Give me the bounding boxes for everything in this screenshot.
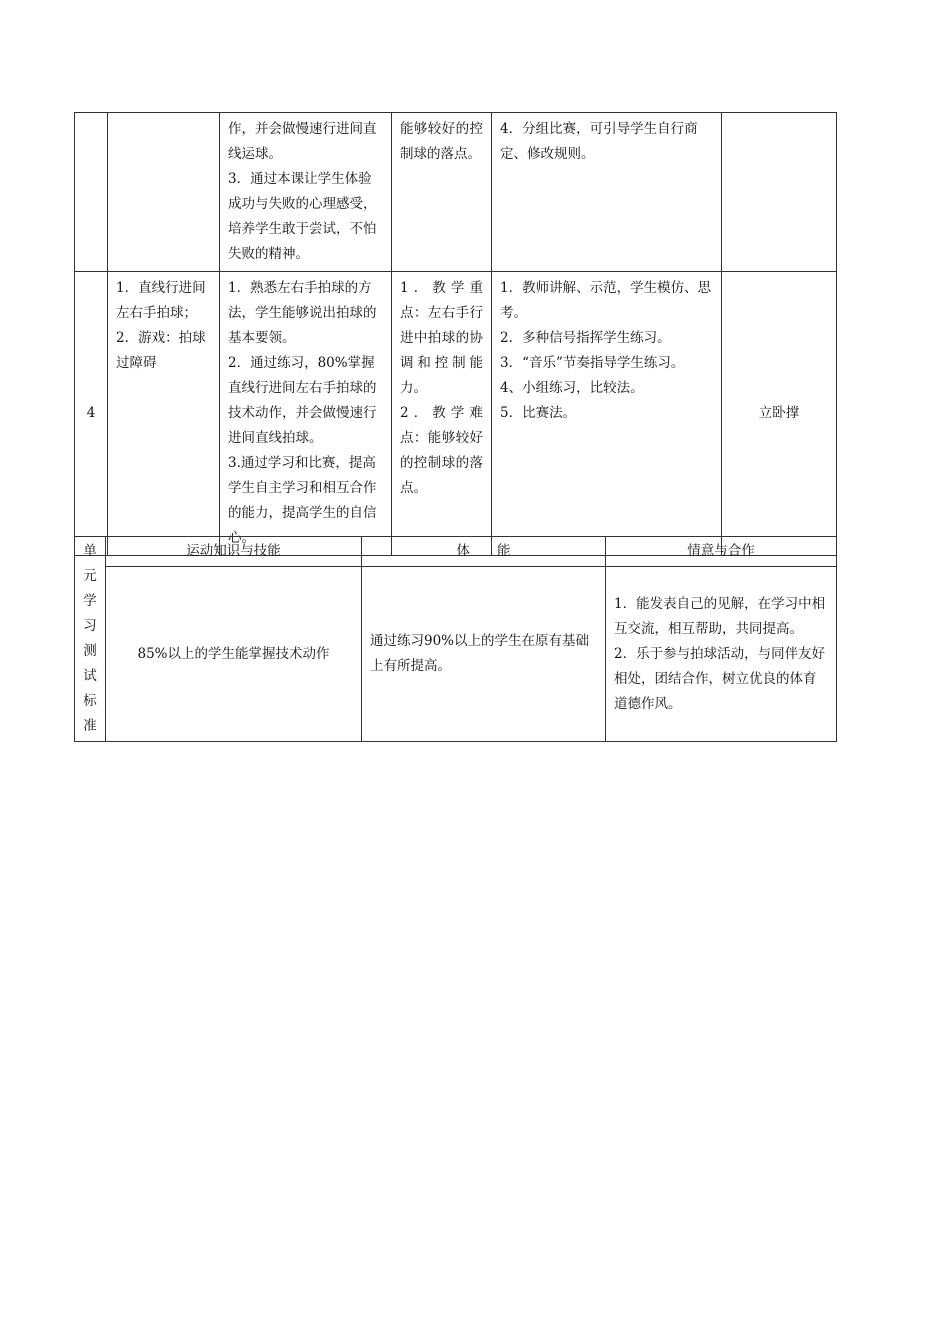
lesson-number: 4 — [75, 272, 108, 556]
lesson-key-points — [392, 113, 492, 272]
assessment-table — [74, 536, 837, 742]
lesson-remark: 立卧撑 — [722, 272, 837, 556]
lesson-number — [75, 113, 108, 272]
goal-text: 3.通过学习和比赛，提高学生自主学习和相互合作的能力，提高学生的自信心。 — [228, 455, 377, 546]
lesson-methods — [492, 272, 722, 556]
key-point-text: 能够较好的控制球的落点。 — [400, 121, 483, 162]
attitude-text: 2．乐于参与拍球活动，与同伴友好相处，团结合作，树立优良的体育道德作风。 — [614, 645, 826, 712]
header-attitude: 情意与合作 — [606, 537, 837, 567]
method-text: 4．分组比赛，可引导学生自行商定、修改规则。 — [500, 121, 698, 162]
lesson-remark — [722, 113, 837, 272]
attitude-criteria — [606, 567, 837, 742]
lesson-content — [108, 272, 220, 556]
method-text: 5．比赛法。 — [500, 405, 577, 421]
method-text: 3．“音乐”节奏指导学生练习。 — [500, 355, 685, 371]
content-text: 1．直线行进间左右手拍球； — [116, 280, 206, 321]
lesson-goals — [220, 113, 392, 272]
table-row — [75, 113, 837, 272]
fitness-criteria — [362, 567, 606, 742]
attitude-text: 1．能发表自己的见解，在学习中相互交流，相互帮助，共同提高。 — [614, 595, 826, 637]
fitness-text: 通过练习90%以上的学生在原有基础上有所提高。 — [370, 633, 590, 675]
goal-text: 作，并会做慢速行进间直线运球。 — [228, 121, 377, 162]
key-point-text: 1．教学重点：左右手行进中拍球的协调和控制能力。 — [400, 280, 483, 396]
goal-text: 3．通过本课让学生体验成功与失败的心理感受，培养学生敢于尝试，不怕失败的精神。 — [228, 171, 377, 262]
lesson-key-points — [392, 272, 492, 556]
table-row — [75, 272, 837, 556]
content-text: 2．游戏：拍球过障碍 — [116, 330, 206, 371]
lesson-plan-table — [74, 112, 837, 556]
goal-text: 2．通过练习，80%掌握直线行进间左右手拍球的技术动作，并会做慢速行进间直线拍球。 — [228, 355, 377, 446]
goal-text: 1．熟悉左右手拍球的方法，学生能够说出拍球的基本要领。 — [228, 280, 377, 346]
method-text: 1．教师讲解、示范，学生模仿、思考。 — [500, 280, 712, 321]
lesson-content — [108, 113, 220, 272]
skills-criteria — [106, 567, 362, 742]
key-point-text: 2．教学难点：能够较好的控制球的落点。 — [400, 405, 483, 496]
side-label: 单 元 学 习 测 试 标 准 — [75, 537, 106, 742]
skills-text: 85%以上的学生能掌握技术动作 — [137, 645, 330, 662]
header-fitness: 体 能 — [362, 537, 606, 567]
lesson-goals — [220, 272, 392, 556]
assessment-header-row — [75, 537, 837, 567]
assessment-body-row — [75, 567, 837, 742]
header-skills: 运动知识与技能 — [106, 537, 362, 567]
method-text: 4、小组练习，比较法。 — [500, 380, 644, 396]
lesson-methods — [492, 113, 722, 272]
method-text: 2．多种信号指挥学生练习。 — [500, 330, 671, 346]
